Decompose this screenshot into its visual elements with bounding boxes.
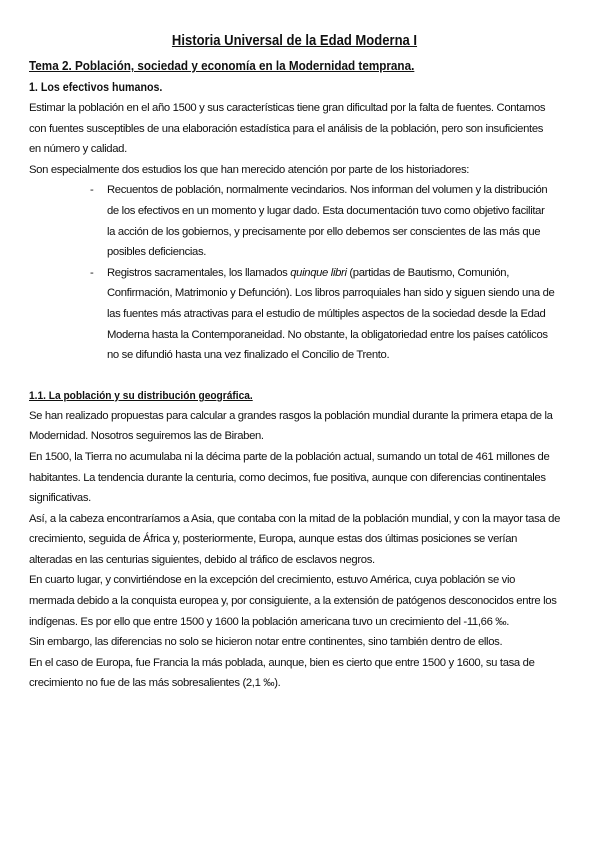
text-line: Así, a la cabeza encontraríamos a Asia, que contaba con la mitad de la población mundial, y con la mayor tasa de [29, 512, 561, 525]
paragraph-estudios [29, 160, 560, 181]
section-heading-efectivos: 1. Los efectivos humanos. [29, 81, 163, 94]
document-title: Historia Universal de la Edad Moderna I [171, 33, 418, 49]
text-line: Moderna hasta la Contemporaneidad. No obstante, la obligatoriedad entre los países católicos [107, 328, 548, 341]
text-line: las fuentes más atractivas para el estudio de múltiples aspectos de la sociedad desde la Edad [107, 307, 546, 320]
paragraph-intro [29, 98, 560, 160]
text-line: habitantes. La tendencia durante la centuria, como decimos, fue positiva, aunque con diferencias continentales [29, 471, 546, 484]
paragraph-diferencias [29, 632, 560, 653]
paragraph-america [29, 570, 560, 632]
spacer [29, 366, 560, 386]
text-line: Sin embargo, las diferencias no solo se hicieron notar entre continentes, sino también dentro de ellos. [29, 636, 503, 649]
text-line: indígenas. Es por ello que entre 1500 y 1600 la población americana tuvo un crecimiento del -11,66 ‰. [29, 615, 510, 628]
bullet-marker: - [90, 266, 94, 279]
list-item-recuentos [29, 180, 560, 262]
italic-term: quinque libri [290, 266, 347, 279]
text-line: En 1500, la Tierra no acumulaba ni la décima parte de la población actual, sumando un total de 461 millones de [29, 450, 550, 463]
text-line: Confirmación, Matrimonio y Defunción). Los libros parroquiales han sido y siguen siendo una de [107, 287, 555, 300]
text-line: Se han realizado propuestas para calcular a grandes rasgos la población mundial durante la primera etapa de la [29, 409, 553, 422]
paragraph-europa [29, 653, 560, 694]
paragraph-asia [29, 509, 560, 571]
text-line: no se difundió hasta una vez finalizado el Concilio de Trento. [107, 349, 390, 362]
text-line: la acción de los gobiernos, y precisamente por ello debemos ser conscientes de las más que [107, 225, 541, 238]
text-line: crecimiento, seguida de África y, posteriormente, Europa, aunque estas dos últimas posiciones se verían [29, 533, 518, 546]
subsection-heading-distribucion: 1.1. La población y su distribución geográfica. [29, 389, 253, 402]
text-line: significativas. [29, 492, 91, 505]
text-line: mermada debido a la conquista europea y, por consiguiente, a la extensión de patógenos desconocidos entre los [29, 595, 557, 608]
paragraph-1500 [29, 447, 560, 509]
topic-heading: Tema 2. Población, sociedad y economía en la Modernidad temprana. [29, 58, 415, 73]
text-line: crecimiento no fue de las más sobresalientes (2,1 ‰). [29, 677, 281, 690]
text-line [107, 263, 560, 284]
list-item-registros [29, 263, 560, 366]
text-line: alteradas en las centurias siguientes, debido al tráfico de esclavos negros. [29, 553, 375, 566]
text-segment: Registros sacramentales, los llamados [107, 266, 291, 279]
text-line: de los efectivos en un momento y lugar dado. Esta documentación tuvo como objetivo facilitar [107, 204, 545, 217]
text-line: Modernidad. Nosotros seguiremos las de Biraben. [29, 430, 264, 443]
text-line: Recuentos de población, normalmente vecindarios. Nos informan del volumen y la distribución [107, 184, 548, 197]
text-line: con fuentes susceptibles de una elaboración estadística para el análisis de la población, pero son insuficientes [29, 122, 544, 135]
text-line: en número y calidad. [29, 143, 127, 156]
text-segment: (partidas de Bautismo, Comunión, [346, 266, 509, 279]
text-line: Estimar la población en el año 1500 y sus características tiene gran dificultad por la falta de fuentes. Contamos [29, 102, 546, 114]
text-line: En cuarto lugar, y convirtiéndose en la excepción del crecimiento, estuvo América, cuya población se vio [29, 574, 516, 587]
text-line: posibles deficiencias. [107, 246, 207, 259]
text-line: Son especialmente dos estudios los que han merecido atención por parte de los historiadores: [29, 163, 470, 176]
sources-list [29, 180, 560, 365]
bullet-marker: - [90, 184, 94, 197]
paragraph-propuestas [29, 406, 560, 447]
text-line: En el caso de Europa, fue Francia la más poblada, aunque, bien es cierto que entre 1500 y 1600, su tasa de [29, 656, 535, 669]
